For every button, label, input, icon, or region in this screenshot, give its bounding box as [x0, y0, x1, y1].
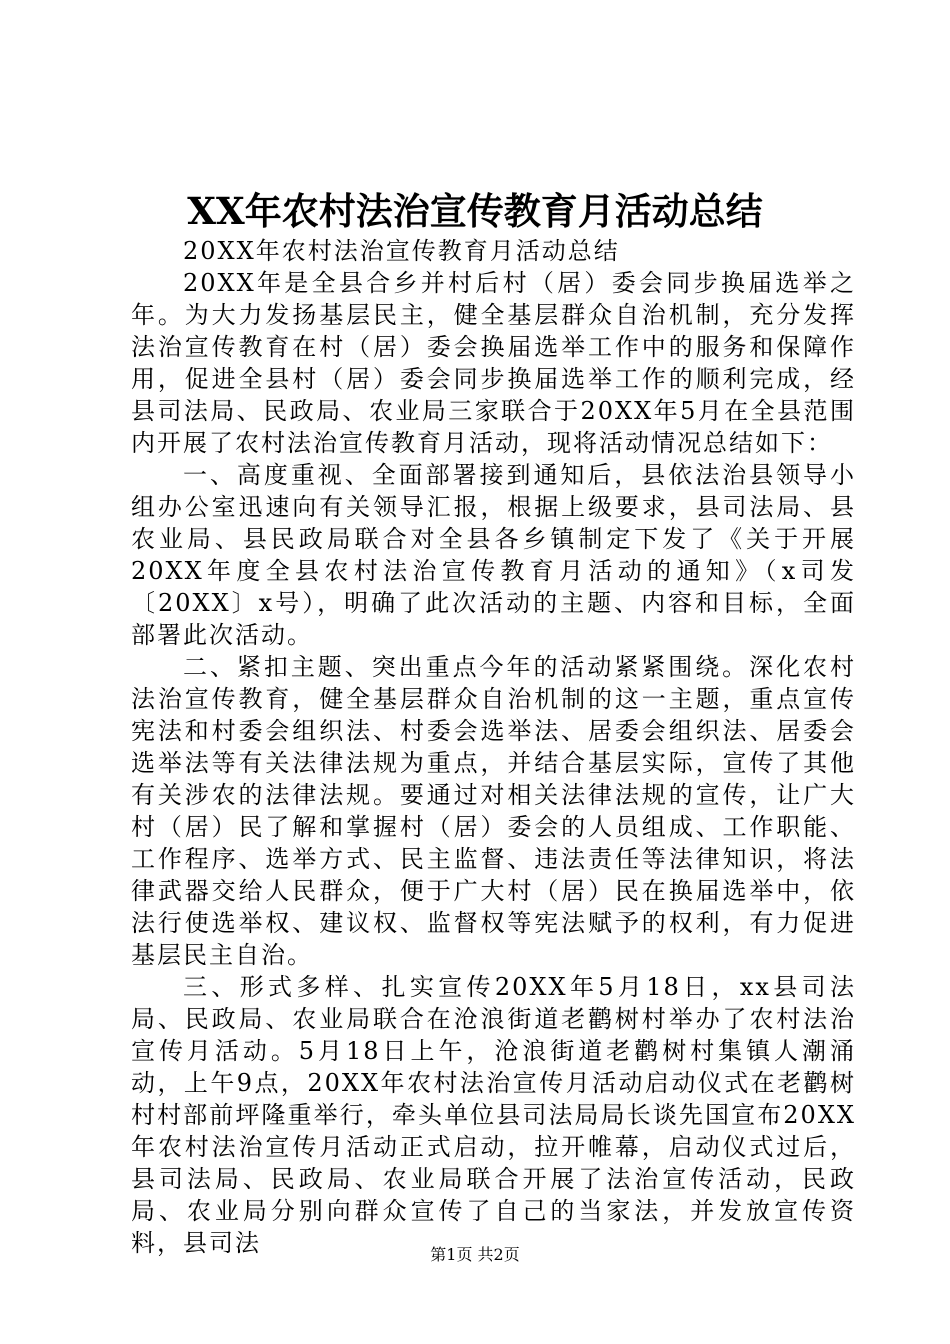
page-footer: 第1页 共2页	[430, 1245, 520, 1264]
section-three-paragraph: 三、形式多样、扎实宣传20XX年5月18日，xx县司法局、民政局、农业局联合在沧浪街道老鹳树村举办了农村法治宣传月活动。5月18日上午，沧浪街道老鹳树村集镇人潮涌动，上午9点，20XX年农村法治宣传月活动启动仪式在老鹳树村村部前坪隆重举行，牵头单位县司法局局长谈先国宣布20XX年农村法治宣传月活动正式启动，拉开帷幕，启动仪式过后，县司法局、民政局、农业局联合开展了法治宣传活动，民政局、农业局分别向群众宣传了自己的当家法，并发放宣传资料，县司法	[131, 973, 856, 1257]
intro-paragraph: 20XX年是全县合乡并村后村（居）委会同步换届选举之年。为大力发扬基层民主，健全基层群众自治机制，充分发挥法治宣传教育在村（居）委会换届选举工作中的服务和保障作用，促进全县村（居）委会同步换届选举工作的顺利完成，经县司法局、民政局、农业局三家联合于20XX年5月在全县范围内开展了农村法治宣传教育月活动，现将活动情况总结如下：	[131, 269, 856, 457]
section-two-paragraph: 二、紧扣主题、突出重点今年的活动紧紧围绕。深化农村法治宣传教育，健全基层群众自治机制的这一主题，重点宣传宪法和村委会组织法、村委会选举法、居委会组织法、居委会选举法等有关法律法规为重点，并结合基层实际，宣传了其他有关涉农的法律法规。要通过对相关法律法规的宣传，让广大村（居）民了解和掌握村（居）委会的人员组成、工作职能、工作程序、选举方式、民主监督、违法责任等法律知识，将法律武器交给人民群众，便于广大村（居）民在换届选举中，依法行使选举权、建议权、监督权等宪法赋予的权利，有力促进基层民主自治。	[131, 653, 856, 969]
section-one-paragraph: 一、高度重视、全面部署接到通知后，县依法治县领导小组办公室迅速向有关领导汇报，根据上级要求，县司法局、县农业局、县民政局联合对全县各乡镇制定下发了《关于开展20XX年度全县农村法治宣传教育月活动的通知》（x司发〔20XX〕x号），明确了此次活动的主题、内容和目标，全面部署此次活动。	[131, 461, 856, 649]
document-body	[131, 235, 856, 1259]
subtitle-paragraph: 20XX年农村法治宣传教育月活动总结	[183, 237, 620, 265]
document-title: XX年农村法治宣传教育月活动总结	[187, 189, 763, 233]
